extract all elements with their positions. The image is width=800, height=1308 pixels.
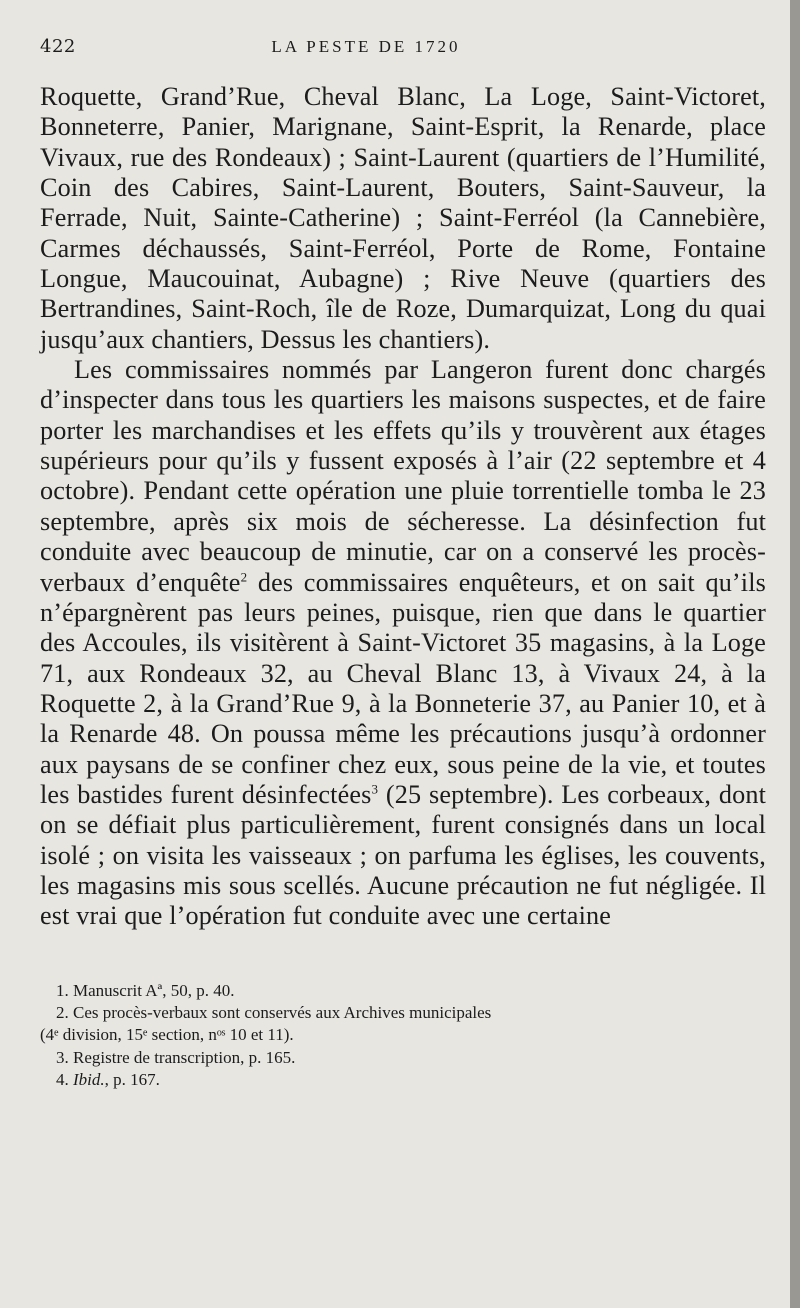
running-title: LA PESTE DE 1720 bbox=[271, 37, 461, 56]
footnote-4-ibid: Ibid. bbox=[73, 1070, 105, 1090]
footnote-ref-2[interactable]: 2 bbox=[240, 568, 248, 584]
paragraph-continuation: Roquette, Grand’Rue, Cheval Blanc, La Loge, Saint-Victoret, Bonneterre, Panier, Marignane, Saint-Esprit, la Renarde, place Vivaux, rue des Rondeaux) ; Saint-Laurent (quartiers de l’Humilité, Coin des Cabires, Saint-Laurent, Bouters, Saint-Sauveur, la Ferrade, Nuit, Sainte-Catherine) ; Saint-Ferréol (la Cannebière, Carmes déchaussés, Saint-Ferréol, Porte de Rome, Fontaine Longue, Maucouinat, Aubagne) ; Rive Neuve (quartiers des Bertrandines, Saint-Roch, île de Roze, Dumarquizat, Long du quai jusqu’aux chantiers, Dessus les chantiers). bbox=[40, 82, 766, 354]
paragraph-commissaires bbox=[40, 355, 766, 932]
footnotes bbox=[40, 980, 766, 1092]
page-number: 422 bbox=[40, 36, 76, 57]
footnote-4-page: , p. 167. bbox=[104, 1070, 160, 1090]
footnote-4 bbox=[40, 1069, 766, 1091]
footnote-4-number: 4. bbox=[56, 1070, 73, 1090]
footnote-3: 3. Registre de transcription, p. 165. bbox=[56, 1047, 296, 1067]
footnote-1: 1. Manuscrit Aª, 50, p. 40. bbox=[56, 980, 235, 1000]
paragraph-text-part: Les commissaires nommés par Langeron furent donc chargés d’inspecter dans tous les quartiers les maisons suspectes, et de faire porter les marchandises et les effets qu’ils y trouvèrent aux étages supérieurs pour qu’ils y fussent exposés à l’air (22 septembre et 4 octobre). Pendant cette opération une pluie torrentielle tomba le 23 septembre, après six mois de sécheresse. La désinfection fut conduite avec beaucoup de minutie, car on a conservé les procès-verbaux d’enquête bbox=[40, 355, 766, 597]
page-gutter-shadow bbox=[790, 0, 800, 1308]
paragraph-text-part: (25 septembre). Les corbeaux, dont on se défiait plus particulièrement, furent consignés dans un local isolé ; on visita les vaisseaux ; on parfuma les églises, les couvents, les magasins mis sous scellés. Aucune précaution ne fut négligée. Il est vrai que l’opération fut conduite avec une certaine bbox=[40, 779, 766, 931]
footnote-ref-3[interactable]: 3 bbox=[371, 781, 379, 797]
footnote-2: 2. Ces procès-verbaux sont conservés aux Archives municipales bbox=[56, 1003, 492, 1023]
paragraph-text-part: des commissaires enquêteurs, et on sait qu’ils n’épargnèrent pas leurs peines, puisque, rien que dans le quartier des Accoules, ils visitèrent à Saint-Victoret 35 magasins, à la Loge 71, aux Rondeaux 32, au Cheval Blanc 13, à Vivaux 24, à la Roquette 2, à la Grand’Rue 9, à la Bonneterie 37, au Panier 10, et à la Renarde 48. On poussa même les précautions jusqu’à ordonner aux paysans de se confiner chez eux, sous peine de la vie, et toutes les bastides furent désinfectées bbox=[40, 567, 766, 809]
page-header bbox=[40, 36, 766, 76]
footnote-2-continuation: (4ᵉ division, 15ᵉ section, nᵒˢ 10 et 11). bbox=[40, 1025, 294, 1045]
main-text bbox=[40, 82, 766, 932]
